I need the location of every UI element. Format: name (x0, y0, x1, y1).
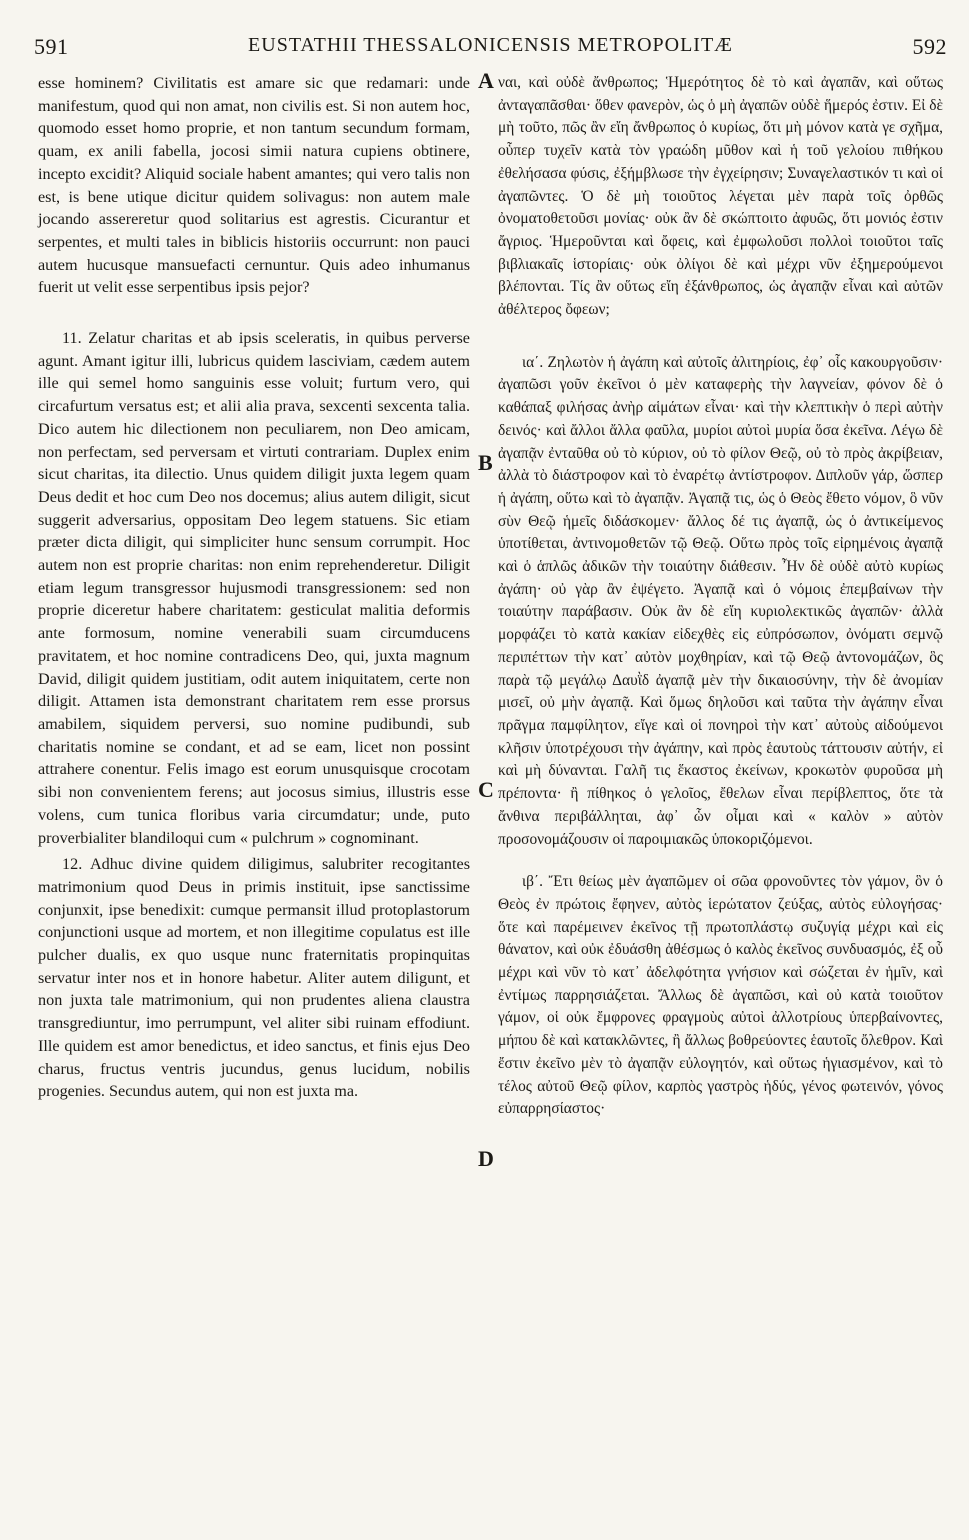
latin-paragraph: 11. Zelatur charitas et ab ipsis sceleratis, in quibus perverse agunt. Amant igitur illi, lubricus quidem lasciviam, cædem autem ille qui semel homo sanguinis esse voluit; furtum vero, qui circafurtum versatus est; et alii alia prava, sexcenti sexcenta talia. Dico autem hic dilectionem non peculiarem, non Deo amicam, non perfectam, sed perversam et virtuti contrariam. Duplex enim sicut charitas, ita dilectio. Unus quidem diligit juxta legem quam Deus dedit et hoc cum Deo nos docemus; alius autem diligit, sicut suggerit adversarius, oppositam Deo legem statuens. Sic etiam præter dicta diligit, qui simpliciter hunc sensum corrumpit. Hoc autem non est proprie charitas: non enim reprehenderetur. Diligit etiam legum transgressor hujusmodi transgressionem: sed non proprie diceretur habere charitatem: gesticulat malitia deformis ante formosum, nomine venerabili suam circumducens pravitatem, et hoc nomine contradicens Deo, qui, juxta magnum David, diligit quidem justitiam, odit autem iniquitatem, certe non diligit. Attamen ista demonstrant charitatem rem esse prorsus amabilem, siquidem perversi, suo nomine pudibundi, sub charitatis nomine se condant, et ad se eam, licet non possint attrahere conentur. Felis imago est eorum unusquisque crocotam sibi non convenientem ferens; aut jocosus simius, illustris esse volens, cum tunica floribus varia circumdatur; unde, puto proverbialiter blandiloqui cum « pulchrum » cognominant. (38, 329, 470, 847)
running-title: EUSTATHII THESSALONICENSIS METROPOLITÆ (248, 34, 733, 56)
margin-marker-c: C (478, 777, 494, 802)
margin-marker-d: D (478, 1146, 494, 1171)
page-number-left: 591 (34, 34, 69, 59)
latin-column (38, 72, 470, 1103)
margin-marker-b: B (478, 450, 493, 475)
greek-paragraph: ναι, καὶ οὐδὲ ἄνθρωπος; Ἡμερότητος δὲ τὸ καὶ ἀγαπᾶν, καὶ οὕτως ἀνταγαπᾶσθαι· ὅθεν φανερὸν, ὡς ὁ μὴ ἀγαπῶν οὐδὲ ἥμερός ἐστιν. Εἰ δὲ μὴ τοῦτο, πῶς ἂν εἴη ἄνθρωπος ὁ κυρίως, ὅτι μὴ μόνον κατὰ γε σχῆμα, οὗπερ τυχεῖν κατὰ τὸν γραώδη μῦθον καὶ ἡ τοῦ γελοίου πιθήκου ἐθελήσασα φύσις, ἐξήμβλωσε τὴν ἐγχείρησιν; Συναγελαστικόν τι καὶ οἱ ἀγαπῶντες. Ὁ δὲ μὴ τοιοῦτος λέγεται μὲν παρὰ τοῖς ὀρθῶς ὀνοματοθετοῦσι μονίας· οὐκ ἂν δὲ σκώπτοιτο ἀφυῶς, ὅτι μονιός ἐστιν ἄγριος. Ἡμεροῦνται καὶ ὄφεις, καὶ ἐμφωλοῦσι πολλοὶ τοιοῦτοι ταῖς βιβλιακαῖς ἱστορίαις· οὐκ ὀλίγοι δὲ καὶ μέχρι νῦν ἐξημερούμενοι βλέπονται. Τίς ἂν οὕτως εἴη ἐξάνθρωπος, ὡς ἀγαπᾷν εἶναι καὶ αὐτῶν ἀθέλτερος ὄφεων; (498, 74, 943, 319)
page-header (34, 34, 947, 62)
latin-paragraph: 12. Adhuc divine quidem diligimus, salubriter recogitantes matrimonium quod Deus in primis instituit, ipse sanctissime conjunxit, ipse benedixit: cumque permansit illud protoplastorum conjunctioni usque ad mortem, et non illegitime copulatus est ille pulcher dualis, ex quo usque nunc fraternitatis propinquitas servatur inter nos et in honore habetur. Aliter autem diligunt, et non juxta tale matrimonium, qui non prudentes aliena claustra transgrediuntur, imo perrumpunt, vel aliter sibi ruinam effodiunt. Ille quidem est amor benedictus, et ideo sanctus, et finis ejus Deo charus, fructus ventris jucundus, genus lucidum, nobilis progenies. Secundus autem, qui non est juxta ma. (38, 855, 470, 1101)
page-number-right: 592 (912, 34, 947, 59)
greek-column (498, 72, 943, 1121)
margin-marker-a: A (478, 68, 494, 93)
latin-paragraph: esse hominem? Civilitatis est amare sic que redamari: unde manifestum, quod qui non amat, non civilis est. Si non autem hoc, quomodo esset homo proprie, et non tantum secundum formam, quam, ex anili fabella, jocosi simii natura cupiens obtinere, incepto excidit? Aliquid sociale habent amantes; qui vero talis non est, is bene utique dicitur quidem solivagus: non autem male jocando assereretur quod solitarius est agrestis. Cicurantur et serpentes, et multi tales in biblicis historiis occurrunt: non pauci autem hucusque mansuefacti cernuntur. Quis adeo inhumanus fuerit ut velit esse serpentibus ipsis pejor? (38, 74, 470, 297)
greek-paragraph: ιβ΄. Ἔτι θείως μὲν ἀγαπῶμεν οἱ σῶα φρονοῦντες τὸν γάμον, ὃν ὁ Θεὸς ἐν πρώτοις ἔφηνεν, αὐτὸς ἱερώτατον ζεύξας, αὐτὸς εὐλογήσας· ὅτε καὶ παρέμεινεν ἐκεῖνος τῇ πρωτοπλάστῳ συζυγίᾳ μέχρι καὶ εἰς θάνατον, καὶ οὐκ ἐδυάσθη ἀθέσμως ὁ καλὸς ἐκεῖνος συνδυασμός, ἐξ οὗ μέχρι καὶ νῦν τὸ κατ᾽ ἀδελφότητα γνήσιον καὶ σώζεται ἐν ἡμῖν, καὶ ἐντίμως παρρησιάζεται. Ἄλλως δὲ ἀγαπῶσι, καὶ οὐ κατὰ τοιοῦτον γάμον, οἱ οὐκ ἔμφρονες φραγμοὺς αὐτοὶ ἀλλοτρίους ὑπερβαίνοντες, μήπου δὲ καὶ κατακλῶντες, ἢ ἄλλως βοθρεύοντες ἑαυτοῖς ὄλεθρον. Καὶ ἔστιν ἐκεῖνο μὲν τὸ ἀγαπᾷν εὐλογητόν, καὶ οὕτως ἡγιασμένον, καὶ τὸ τέλος αὐτοῦ Θεῷ φίλον, καρπὸς γαστρὸς ἡδύς, γένος φωτεινόν, γόνος εὐπαρρησίαστος· (498, 873, 943, 1118)
greek-paragraph: ια΄. Ζηλωτὸν ἡ ἀγάπη καὶ αὐτοῖς ἀλιτηρίοις, ἐφ᾽ οἷς κακουργοῦσιν· ἀγαπῶσι γοῦν ἐκεῖνοι ὁ μὲν καταφερὴς τὴν λαγνείαν, φόνον δὲ ὁ καθάπαξ φιλήσας ἀνὴρ αἱμάτων εἶναι· καὶ τὴν κλεπτικὴν ὁ περὶ αὐτὴν δεινός· καὶ ἄλλοι ἄλλα φαῦλα, μυρίοι αὐτοὶ μυρία ὅσα ἐκεῖνα. Λέγω δὲ ἀγαπᾷν ἐνταῦθα οὐ τὸ κύριον, οὐ τὸ φίλον Θεῷ, οὐ τὸ πρὸς ἀκρίβειαν, ἀλλὰ τὸ διάστροφον καὶ τὸ ἐναρέτῳ ἀντίστροφον. Διπλοῦν γάρ, ὥσπερ ἡ ἀγάπη, οὕτω καὶ τὸ ἀγαπᾷν. Ἀγαπᾷ τις, ὡς ὁ Θεὸς ἔθετο νόμον, ὃ νῦν σὺν Θεῷ ἡμεῖς διδάσκομεν· ἄλλος δέ τις ἀγαπᾷ, ὡς ὁ ἀντικείμενος ὑποτίθεται, ἀντινομοθετῶν τῷ Θεῷ. Οὕτω πρὸς τοῖς εἰρημένοις ἀγαπᾷ καὶ ὁ ἁπλῶς ἀδικῶν τὴν τοιαύτην διάθεσιν. Ἦν δὲ οὐδὲ αὐτὸ κυρίως ἀγάπη· οὐ γὰρ ἂν ἐψέγετο. Ἀγαπᾷ καὶ ὁ νόμοις ἐπεμβαίνων τὴν τοιαύτην παράβασιν. Οὐκ ἂν δὲ εἴη κυριολεκτικῶς ἀγαπῶν· ἀλλὰ μορφάζει τὸ κατὰ κακίαν εἰδεχθὲς εἰς εὐπρόσωπον, ὀνόματι σεμνῷ περιπέττων τὴν κατ᾽ αὐτὸν μοχθηρίαν, καὶ τῷ Θεῷ ἀντονομάζων, ὃς παρὰ τῷ μεγάλῳ Δαυῒδ ἀγαπᾷ μὲν τὴν δικαιοσύνην, τὴν δὲ ἀνομίαν μισεῖ, οὐ μὴν ἀγαπᾷ. Καὶ ὅμως δηλοῦσι καὶ ταῦτα τὴν ἀγάπην εἶναι πρᾶγμα παμφίλητον, εἴγε καὶ οἱ πονηροὶ τὴν κατ᾽ αὐτοὺς αἰδούμενοι κλῆσιν ὑποτρέχουσι τὴν ἀγάπην, καὶ πρὸς ἑαυτοὺς τάττουσιν αὐτήν, εἰ καὶ μὴ δύνανται. Γαλῆ τις ἕκαστος ἐκείνων, κροκωτὸν φυροῦσα μὴ πρέποντα· ἢ πίθηκος ὁ γελοῖος, ἔθελων εἶναι περίβλεπτος, ὅτε τὰ ἄνθινα περιβάλληται, ἀφ᾽ ὧν οἶμαι καὶ « καλὸν » αὐτὸν προσονομάζουσιν οἱ παροιμιακῶς ὑποκοριζόμενοι. (498, 353, 943, 848)
